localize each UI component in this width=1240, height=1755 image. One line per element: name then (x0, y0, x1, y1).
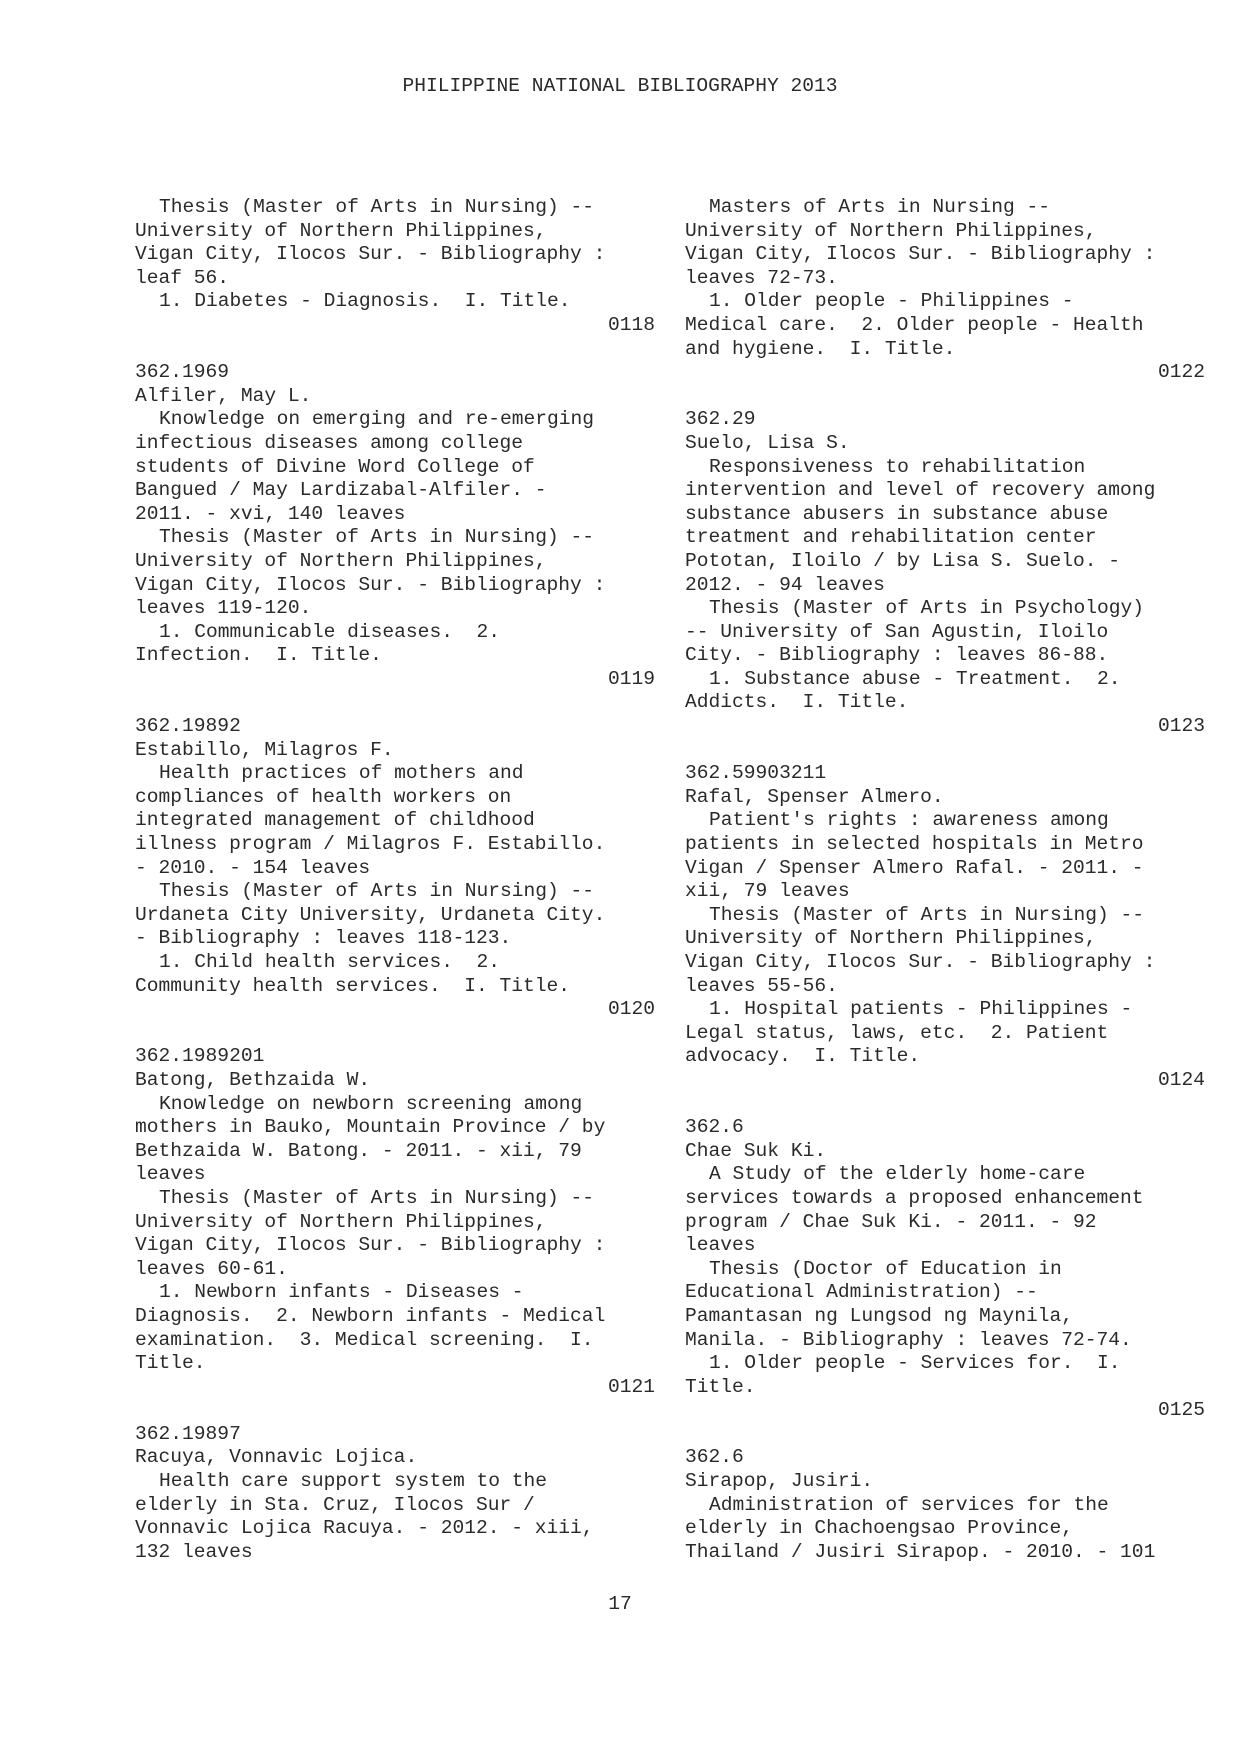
entry-line: Diagnosis. 2. Newborn infants - Medical (135, 1304, 606, 1327)
entry-number: 0125 (1157, 1399, 1205, 1422)
entry-line: 1. Newborn infants - Diseases - (159, 1281, 524, 1304)
entry-spacer (685, 1093, 1205, 1117)
entry-line: 1. Diabetes - Diagnosis. I. Title. (159, 290, 571, 313)
entry-line: program / Chae Suk Ki. - 2011. - 92 (685, 1210, 1097, 1233)
entry-line: Manila. - Bibliography : leaves 72-74. (685, 1328, 1132, 1351)
entry-line: patients in selected hospitals in Metro (685, 833, 1144, 856)
entry-line: University of Northern Philippines, (685, 927, 1097, 950)
entry-line: services towards a proposed enhancement (685, 1186, 1144, 1209)
entry-line: Thesis (Master of Arts in Nursing) -- (159, 1186, 595, 1209)
entry-line: and hygiene. I. Title. (685, 337, 956, 360)
bibliography-entry (135, 1423, 655, 1565)
entry-line: compliances of health workers on (135, 785, 512, 808)
entry-line: Title. (135, 1352, 206, 1375)
entry-line: Thesis (Master of Arts in Nursing) -- (159, 880, 595, 903)
entry-line: 1. Older people - Philippines - (709, 290, 1074, 313)
entry-line: Medical care. 2. Older people - Health (685, 313, 1144, 336)
entry-line: Estabillo, Milagros F. (135, 738, 394, 761)
entry-line: 362.19897 (135, 1422, 241, 1445)
entry-spacer (135, 1022, 655, 1046)
entry-line: Sirapop, Jusiri. (685, 1470, 874, 1493)
entry-line: xii, 79 leaves (685, 880, 850, 903)
entry-line: Health care support system to the (159, 1470, 548, 1493)
entry-line: 2011. - xvi, 140 leaves (135, 502, 406, 525)
entry-line: Chae Suk Ki. (685, 1139, 827, 1162)
entry-line: infectious diseases among college (135, 431, 524, 454)
entry-line: Racuya, Vonnavic Lojica. (135, 1446, 418, 1469)
entry-line: Thesis (Doctor of Education in (709, 1257, 1062, 1280)
entry-number: 0124 (1157, 1068, 1205, 1091)
entry-line: 132 leaves (135, 1540, 253, 1563)
entry-spacer (135, 1399, 655, 1423)
bibliography-entry (685, 762, 1205, 1092)
entry-line: Suelo, Lisa S. (685, 431, 850, 454)
entry-line: Infection. I. Title. (135, 644, 382, 667)
entry-line: 1. Hospital patients - Philippines - (709, 998, 1133, 1021)
entry-spacer (685, 1423, 1205, 1447)
entry-line: Vigan City, Ilocos Sur. - Bibliography : (685, 243, 1156, 266)
entry-number: 0122 (1157, 361, 1205, 384)
entry-line: Addicts. I. Title. (685, 691, 909, 714)
entry-line: Vigan City, Ilocos Sur. - Bibliography : (135, 573, 606, 596)
entry-spacer (135, 691, 655, 715)
bibliography-entry (135, 715, 655, 1022)
entry-line: 1. Child health services. 2. (159, 951, 500, 973)
entry-line: Pamantasan ng Lungsod ng Maynila, (685, 1304, 1074, 1327)
entry-line: - 2010. - 154 leaves (135, 856, 371, 879)
bibliography-entry (685, 196, 1205, 385)
entry-number: 0123 (1157, 715, 1205, 738)
entry-line: Bangued / May Lardizabal-Alfiler. - (135, 479, 547, 502)
entry-line: Thesis (Master of Arts in Psychology) (709, 597, 1145, 620)
entry-line: leaves 60-61. (135, 1257, 288, 1280)
entry-line: illness program / Milagros F. Estabillo. (135, 833, 606, 856)
entry-line: University of Northern Philippines, (135, 549, 547, 572)
entry-line: Thesis (Master of Arts in Nursing) -- (159, 526, 595, 549)
entry-line: substance abusers in substance abuse (685, 502, 1109, 525)
entry-line: Knowledge on emerging and re-emerging (159, 408, 595, 431)
entry-line: 362.1969 (135, 361, 230, 384)
entry-line: elderly in Sta. Cruz, Ilocos Sur / (135, 1493, 535, 1516)
entry-line: University of Northern Philippines, (135, 1210, 547, 1233)
entry-line: Educational Administration) -- (685, 1281, 1038, 1304)
entry-line: Batong, Bethzaida W. (135, 1068, 371, 1091)
entry-line: 362.6 (685, 1446, 744, 1469)
entry-line: Masters of Arts in Nursing -- (709, 196, 1050, 218)
bibliography-entry (685, 1446, 1205, 1564)
right-column (685, 196, 1205, 1564)
entry-line: elderly in Chachoengsao Province, (685, 1517, 1074, 1540)
entry-line: Thesis (Master of Arts in Nursing) -- (709, 903, 1145, 926)
page-header: PHILIPPINE NATIONAL BIBLIOGRAPHY 2013 (402, 75, 838, 97)
bibliography-entry (685, 1116, 1205, 1423)
entry-line: Vonnavic Lojica Racuya. - 2012. - xiii, (135, 1517, 594, 1540)
entry-line: 362.6 (685, 1116, 744, 1139)
entry-line: Title. (685, 1375, 756, 1398)
entry-number: 0119 (607, 667, 655, 690)
entry-line: - Bibliography : leaves 118-123. (135, 927, 512, 950)
entry-line: Administration of services for the (709, 1493, 1109, 1516)
entry-number: 0120 (607, 998, 655, 1021)
entry-line: leaves 55-56. (685, 974, 838, 997)
entry-spacer (685, 739, 1205, 763)
entry-line: mothers in Bauko, Mountain Province / by (135, 1116, 606, 1139)
entry-line: Rafal, Spenser Almero. (685, 785, 944, 808)
entry-line: Knowledge on newborn screening among (159, 1092, 583, 1115)
entry-line: Urdaneta City University, Urdaneta City. (135, 903, 606, 926)
entry-line: leaf 56. (135, 266, 230, 289)
left-column (135, 196, 655, 1564)
entry-line: leaves 72-73. (685, 266, 838, 289)
entry-line: Vigan City, Ilocos Sur. - Bibliography : (135, 243, 606, 266)
entry-line: examination. 3. Medical screening. I. (135, 1328, 594, 1351)
entry-line: Thailand / Jusiri Sirapop. - 2010. - 101 (685, 1540, 1156, 1563)
entry-line: 1. Substance abuse - Treatment. 2. (709, 667, 1121, 690)
entry-number: 0118 (607, 313, 655, 336)
entry-line: Patient's rights : awareness among (709, 809, 1109, 832)
entry-line: 362.1989201 (135, 1045, 265, 1068)
entry-line: Vigan City, Ilocos Sur. - Bibliography : (135, 1234, 606, 1257)
bibliography-entry (135, 196, 655, 338)
entry-line: 362.29 (685, 408, 756, 431)
entry-line: Bethzaida W. Batong. - 2011. - xii, 79 (135, 1139, 582, 1162)
entry-line: integrated management of childhood (135, 809, 535, 832)
entry-line: Vigan / Spenser Almero Rafal. - 2011. - (685, 856, 1144, 879)
entry-line: intervention and level of recovery among (685, 479, 1156, 502)
entry-line: 1. Communicable diseases. 2. (159, 620, 500, 643)
entry-line: leaves (685, 1234, 756, 1257)
entry-line: advocacy. I. Title. (685, 1045, 921, 1068)
entry-number: 0121 (607, 1375, 655, 1398)
entry-line: University of Northern Philippines, (685, 219, 1097, 242)
entry-line: Responsiveness to rehabilitation (709, 455, 1086, 478)
entry-line: Pototan, Iloilo / by Lisa S. Suelo. - (685, 549, 1121, 572)
entry-line: students of Divine Word College of (135, 455, 535, 478)
entry-line: Thesis (Master of Arts in Nursing) -- (159, 196, 595, 218)
entry-line: 362.19892 (135, 715, 241, 738)
entry-line: Community health services. I. Title. (135, 974, 571, 997)
entry-line: leaves 119-120. (135, 597, 312, 620)
entry-line: 362.59903211 (685, 762, 827, 785)
page-number: 17 (608, 1593, 632, 1615)
bibliography-entry (135, 361, 655, 691)
entry-line: City. - Bibliography : leaves 86-88. (685, 644, 1109, 667)
bibliography-entry (135, 1045, 655, 1399)
entry-line: Health practices of mothers and (159, 762, 524, 785)
entry-spacer (685, 385, 1205, 409)
entry-line: 2012. - 94 leaves (685, 573, 885, 596)
entry-line: leaves (135, 1163, 206, 1186)
entry-line: University of Northern Philippines, (135, 219, 547, 242)
bibliography-entry (685, 408, 1205, 738)
entry-line: Legal status, laws, etc. 2. Patient (685, 1021, 1109, 1044)
entry-line: Vigan City, Ilocos Sur. - Bibliography : (685, 951, 1156, 973)
entry-line: -- University of San Agustin, Iloilo (685, 620, 1109, 643)
entry-line: Alfiler, May L. (135, 384, 312, 407)
entry-line: 1. Older people - Services for. I. (709, 1352, 1121, 1375)
entry-line: treatment and rehabilitation center (685, 526, 1097, 549)
entry-line: A Study of the elderly home-care (709, 1163, 1086, 1186)
entry-spacer (135, 338, 655, 362)
